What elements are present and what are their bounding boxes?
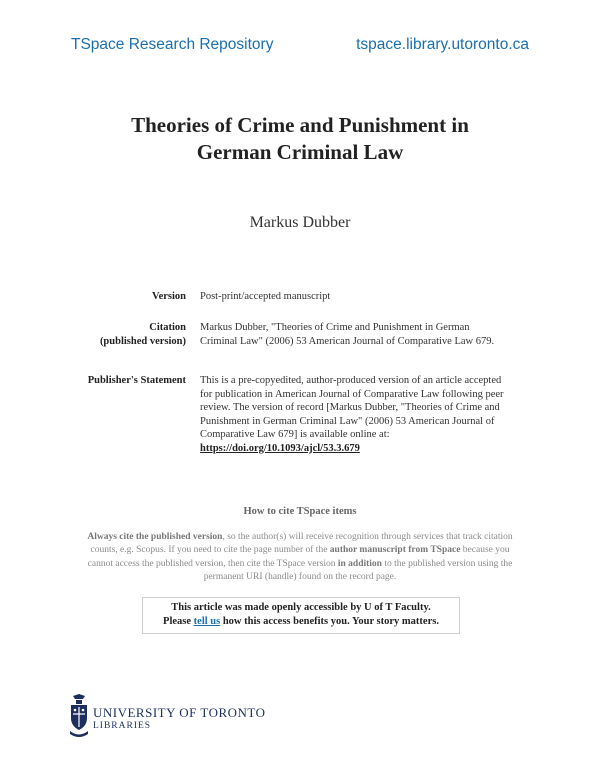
statement-line: review. The version of record [Markus Dubber, "Theories of Crime and [200, 402, 500, 413]
notice-prefix: Please [163, 615, 194, 627]
citation-value [200, 321, 530, 348]
open-access-notice [142, 597, 460, 634]
cite-text-2: because you cannot access the published version, then cite the TSpace version [87, 545, 510, 569]
doi-link[interactable]: https://doi.org/10.1093/ajcl/53.3.679 [200, 442, 360, 454]
tell-us-link[interactable]: tell us [193, 615, 221, 627]
article-title [0, 112, 600, 166]
statement-line: for publication in American Journal of Comparative Law following peer [200, 388, 504, 400]
cite-text-3: to the published version using the permanent URI (handle) found on the record page. [203, 558, 513, 582]
cite-text-1: , so the author(s) will receive recognition through services that track citation counts, e.g. Scopus. If you need to cite the page number of the [90, 532, 513, 556]
logo-university-text: UNIVERSITY OF TORONTO [93, 705, 266, 720]
repository-url[interactable]: tspace.library.utoronto.ca [356, 36, 529, 53]
how-to-cite-heading: How to cite TSpace items [243, 506, 357, 517]
citation-label [70, 321, 186, 348]
title-line-1: Theories of Crime and Punishment in [131, 113, 469, 137]
publisher-statement-label: Publisher's Statement [87, 375, 186, 386]
citation-value-line-2: Criminal Law" (2006) 53 American Journal of Comparative Law 679. [200, 335, 495, 347]
statement-line: Comparative Law 679] is available online at: [200, 429, 390, 440]
cite-emphasis-2: author manuscript from TSpace [329, 545, 461, 556]
citation-label-line-2: (published version) [99, 335, 186, 347]
repository-name: TSpace Research Repository [71, 36, 274, 53]
citation-label-line-1: Citation [149, 322, 186, 333]
logo-libraries-text: LIBRARIES [93, 721, 152, 731]
statement-line: Punishment in German Criminal Law" (2006) 53 American Journal of [200, 415, 495, 427]
notice-suffix: how this access benefits you. Your story matters. [220, 615, 439, 627]
author-name: Markus Dubber [249, 214, 351, 231]
notice-line-2 [143, 615, 459, 629]
statement-line: This is a pre-copyedited, author-produced version of an article accepted [200, 375, 502, 386]
citation-value-line-1: Markus Dubber, "Theories of Crime and Punishment in German [200, 322, 470, 333]
publisher-statement-text [200, 374, 530, 455]
version-value: Post-print/accepted manuscript [200, 291, 331, 302]
title-line-2: German Criminal Law [196, 140, 404, 164]
notice-line-1: This article was made openly accessible by U of T Faculty. [171, 602, 431, 613]
university-logo[interactable] [69, 694, 269, 740]
cite-emphasis-1: Always cite the published version [87, 532, 223, 542]
how-to-cite-text [82, 531, 518, 584]
version-label: Version [151, 291, 186, 302]
cite-emphasis-3: in addition [337, 558, 382, 569]
crest-icon [69, 694, 89, 738]
